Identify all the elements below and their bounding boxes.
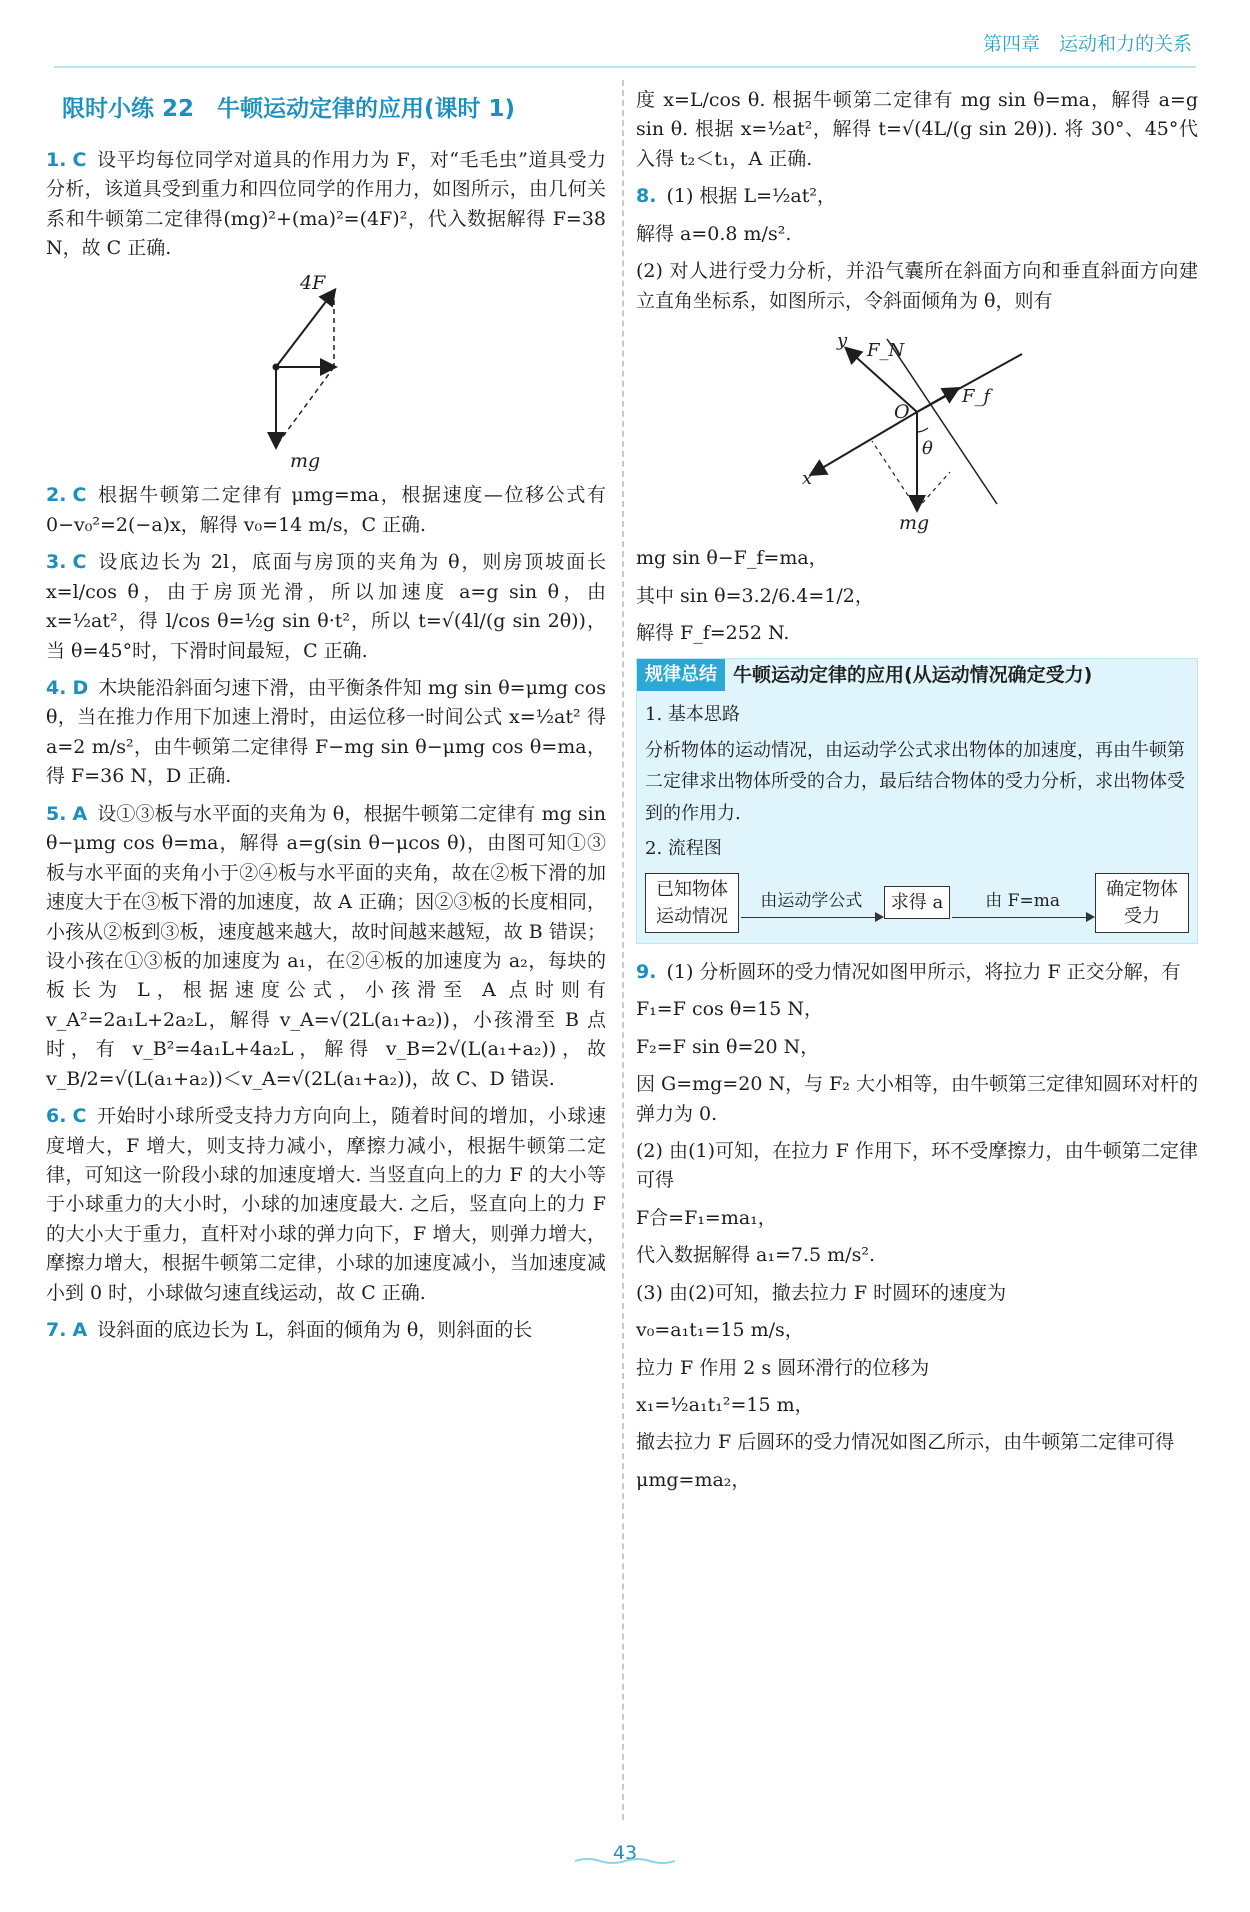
answer-item-9-line-4: 因 G=mg=20 N，与 F₂ 大小相等，由牛顿第三定律知圆环对杆的弹力为 0. <box>636 1073 1198 1125</box>
summary-body: 分析物体的运动情况，由运动学公式求出物体的加速度，再由牛顿第二定律求出物体所受的合力，最后结合物体的受力分析，求出物体受到的作用力. <box>645 739 1185 824</box>
force-diagram-2 <box>767 324 1067 534</box>
answer-item-8-equation: mg sin θ−F_f=ma， <box>636 547 828 570</box>
summary-title: 牛顿运动定律的应用(从运动情况确定受力) <box>733 663 1093 686</box>
flow-box-find-a: 求得 a <box>884 886 950 919</box>
vector-4F <box>276 291 334 367</box>
right-column <box>636 86 1198 1503</box>
answer-item-9-line-5: (2) 由(1)可知，在拉力 F 作用下，环不受摩擦力，由牛顿第二定律可得 <box>636 1139 1198 1192</box>
answer-item-9-line-10: 拉力 F 作用 2 s 圆环滑行的位移为 <box>636 1356 930 1379</box>
answer-item-8-result-Ff: 解得 F_f=252 N. <box>636 621 790 644</box>
dashed-line-2 <box>276 367 334 446</box>
answer-item-9-line-6: F合=F₁=ma₁， <box>636 1206 777 1229</box>
answer-item-4: 4. D 木块能沿斜面匀速下滑，由平衡条件知 mg sin θ=μmg cos θ，当在推力作用下加速上滑时，由运位移一时间公式 x=½at² 得 a=2 m/s²，由牛顿第二定律得 F−mg sin θ−μmg cos θ=ma，得 F=36 N，D 正确. <box>46 677 606 788</box>
page-number: 43 <box>0 1839 1250 1868</box>
label-FN: F_N <box>867 340 905 362</box>
answer-item-9-line-9: v₀=a₁t₁=15 m/s， <box>636 1319 804 1342</box>
answer-item-5: 5. A 设①③板与水平面的夹角为 θ，根据牛顿第二定律有 mg sin θ−μmg cos θ=ma，解得 a=g(sin θ−μcos θ)，由图可知①③板与水平面的夹角小于②④板与水平面的夹角，故在②板下滑的加速度大于在③板下滑的加速度，故 A 正确；因②③板的长度相同，小孩从②板到③板，速度越来越大，故时间越来越短，故 B 错误；设小孩在①③板的加速度为 a₁，在②④板的加速度为 a₂，每块的板长为 L，根据速度公式，小孩滑至 A 点时则有 v_A²=2a₁L+2a₂L，解得 v_A=√(2L(a₁+a₂))，小孩滑至 B 点时，有 v_B²=4a₁L+4a₂L，解得 v_B=2√(L(a₁+a₂))，故 v_B/2=√(L(a₁+a₂))＜v_A=√(2L(a₁+a₂))，故 C、D 错误. <box>46 802 606 1090</box>
flow-box-known-motion: 已知物体运动情况 <box>645 873 739 933</box>
angle-arc <box>917 428 928 432</box>
answer-item-8-result-a: 解得 a=0.8 m/s². <box>636 222 792 245</box>
answer-item-8-part1: 8. (1) 根据 L=½at²， <box>636 185 836 208</box>
rule-summary-box <box>636 658 1198 943</box>
answer-item-1: 1. C 设平均每位同学对道具的作用力为 F，对“毛毛虫”道具受力分析，该道具受到重力和四位同学的作用力，如图所示，由几何关系和牛顿第二定律得(mg)²+(ma)²=(4F)²，代入数据解得 F=38 N，故 C 正确. <box>46 148 606 259</box>
label-mg: mg <box>899 512 930 535</box>
answer-item-3: 3. C 设底边长为 2l，底面与房顶的夹角为 θ，则房顶坡面长 x=l/cos θ，由于房顶光滑，所以加速度 a=g sin θ，由 x=½at²，得 l/cos θ=½g sin θ·t²，所以 t=√(4l/(g sin 2θ))，当 θ=45°时，下滑时间最短，C 正确. <box>46 551 606 662</box>
answer-item-9-line-7: 代入数据解得 a₁=7.5 m/s². <box>636 1244 875 1267</box>
answer-item-6: 6. C 开始时小球所受支持力方向向上，随着时间的增加，小球速度增大，F 增大，则支持力减小，摩擦力减小，根据牛顿第二定律，可知这一阶段小球的加速度增大. 当竖直向上的力 F 的大小等于小球重力的大小时，小球的加速度最大. 之后，竖直向上的力 F 的大小大于重力，直杆对小球的弹力向下，F 增大，则弹力增大，摩擦力增大，根据牛顿第二定律，小球的加速度减小，当加速度减小到 0 时，小球做匀速直线运动，故 C 正确. <box>46 1105 606 1304</box>
answer-item-8-part2: (2) 对人进行受力分析，并沿气囊所在斜面方向和垂直斜面方向建立直角坐标系，如图所示，令斜面倾角为 θ，则有 <box>636 260 1198 312</box>
answer-item-9-line-3: F₂=F sin θ=20 N， <box>636 1035 820 1058</box>
flow-arrow-2-label: 由 F=ma <box>985 891 1060 912</box>
answer-item-2: 2. C 根据牛顿第二定律有 μmg=ma，根据速度—位移公式有 0−v₀²=2(−a)x，解得 v₀=14 m/s，C 正确. <box>46 484 606 536</box>
dashed-proj-1 <box>872 441 917 509</box>
label-Ff: F_f <box>962 386 991 408</box>
label-4F: 4F <box>300 272 326 295</box>
answer-item-9-line-8: (3) 由(2)可知，撤去拉力 F 时圆环的速度为 <box>636 1281 1007 1304</box>
label-theta: θ <box>922 438 933 460</box>
answer-item-9-line-12: 撤去拉力 F 后圆环的受力情况如图乙所示，由牛顿第二定律可得 <box>636 1431 1175 1454</box>
left-column <box>46 86 606 1354</box>
answer-item-8-sin: 其中 sin θ=3.2/6.4=1/2， <box>636 584 874 607</box>
summary-heading-2: 2. 流程图 <box>645 838 722 860</box>
page-number-wave-icon <box>575 1857 675 1865</box>
flow-arrow-1-label: 由运动学公式 <box>760 891 863 912</box>
dashed-proj-2 <box>917 472 950 509</box>
answer-item-9-line-11: x₁=½a₁t₁²=15 m， <box>636 1394 814 1417</box>
flowchart <box>645 873 1189 933</box>
answer-item-9-line-13: μmg=ma₂， <box>636 1468 751 1491</box>
chapter-header: 第四章 运动和力的关系 <box>982 33 1192 55</box>
answer-item-9-line-2: F₁=F cos θ=15 N， <box>636 998 824 1021</box>
force-diagram-1 <box>216 271 436 471</box>
flow-box-determine-force: 确定物体受力 <box>1095 873 1189 933</box>
label-mg: mg <box>290 450 321 472</box>
label-y: y <box>837 330 848 352</box>
flow-arrow-2 <box>950 887 1095 918</box>
summary-heading-1: 1. 基本思路 <box>645 704 740 726</box>
label-O: O <box>894 401 910 424</box>
answer-item-7: 7. A 设斜面的底边长为 L，斜面的倾角为 θ，则斜面的长 <box>46 1319 533 1342</box>
answer-item-9-line-1: 9. (1) 分析圆环的受力情况如图甲所示，将拉力 F 正交分解，有 <box>636 960 1181 983</box>
label-x: x <box>802 468 813 490</box>
answer-item-7-continued: 度 x=L/cos θ. 根据牛顿第二定律有 mg sin θ=ma，解得 a=g sin θ. 根据 x=½at²，解得 t=√(4L/(g sin 2θ)). 将 30°、45°代入得 t₂＜t₁，A 正确. <box>636 89 1198 170</box>
column-divider <box>622 80 624 1820</box>
header-rule <box>54 66 1196 68</box>
summary-tag: 规律总结 <box>637 659 725 691</box>
flow-arrow-1 <box>739 887 884 918</box>
section-title: 限时小练 22 牛顿运动定律的应用(课时 1) <box>62 96 516 122</box>
